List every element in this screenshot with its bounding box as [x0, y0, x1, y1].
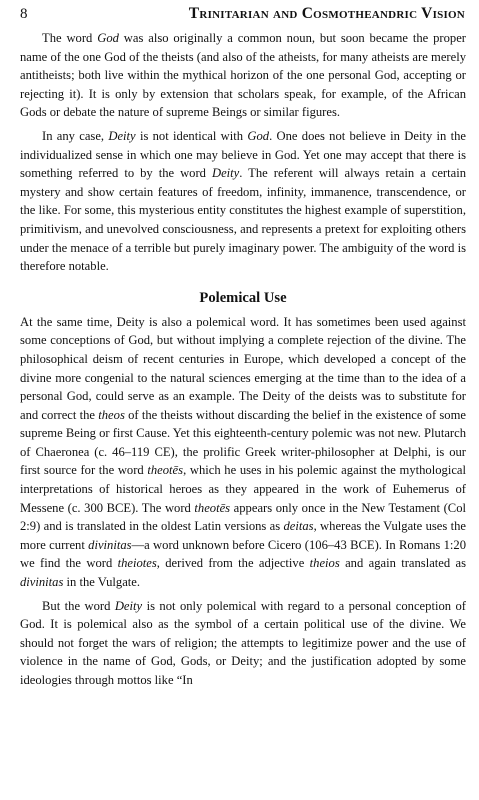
running-head [20, 4, 465, 24]
italic-term: theios [309, 556, 340, 571]
italic-term: deitas [283, 519, 314, 534]
section-heading: Polemical Use [199, 289, 287, 306]
italic-term: theiotes [117, 556, 157, 571]
paragraph-god-common-noun: The word God was also originally a common noun, but soon became the proper name of the one God of the theists (and also of the atheists, for many atheists are merely antitheists; both live within the mythical horizon of the one personal God, accepting or rejecting it). It is only by extension that scholars speak, for example, of the African Gods or debate the nature of supreme Beings or similar figures. [20, 31, 466, 120]
paragraph-polemical-word: At the same time, Deity is also a polemical word. It has sometimes been used against some conceptions of God, but without implying a complete rejection of the divine. The philosophical deism of recent centuries in Europe, which developed a concept of the divine more congenial to the natural sciences emerging at the time than to the idea of a personal God, could serve as an example. The Deity of the deists was to substitute for and correct the theos of the theists without discarding the belief in the existence of some supreme Being or first Cause. Yet this eighteenth-century polemic was not new. Plutarch of Chaeronea (c. 46–119 CE), the prolific Greek writer-philosopher at Delphi, is our first source for the word theotēs, which he uses in his polemic against the mythological interpretations of historical heroes as they appeared in the work of Euhemerus of Messene (c. 300 BCE). The word theotēs appears only once in the New Testament (Col 2:9) and is translated in the oldest Latin versions as deitas, whereas the Vulgate uses the more current divinitas—a word unknown before Cicero (106–43 BCE). In Romans 1:20 we find the word theiotes, derived from the adjective theios and again translated as divinitas in the Vulgate. [20, 314, 466, 590]
italic-term: divinitas [88, 537, 132, 552]
italic-term: Deity [114, 598, 143, 613]
italic-term: theos [98, 407, 125, 422]
italic-term: Deity [211, 166, 240, 181]
italic-term: God [97, 31, 119, 45]
italic-term: theotēs [147, 463, 184, 478]
body-text [20, 29, 466, 690]
italic-term: divinitas [20, 575, 64, 590]
paragraph-deity-not-god: In any case, Deity is not identical with God. One does not believe in Deity in the individualized sense in which one may believe in God. Yet one may accept that there is something referred to by the word Deity. The referent will always retain a certain mystery and show certain features of freedom, infinity, immanence, transcendence, or the like. For some, this mysterious entity constitutes the highest example of superstition, primitivism, and unevolved consciousness, and represents a pretext for exploiting others under the menace of a terrible but purely imaginary power. The ambiguity of the word is therefore notable. [20, 128, 467, 274]
page-number: 8 [20, 6, 28, 22]
italic-term: Deity [108, 128, 136, 143]
italic-term: theotēs [194, 500, 231, 515]
running-title: Trinitarian and Cosmotheandric Vision [188, 5, 465, 22]
italic-term: God [247, 128, 270, 143]
paragraph-political-use: But the word Deity is not only polemical with regard to a personal conception of God. It is polemical also as the symbol of a certain political use of the divine. We should not forget the wars of religion; the attempts to legitimize power and the use of violence in the name of God, Gods, or Deity; and the justification adopted by some ideologies through mottos like “In [20, 598, 466, 687]
